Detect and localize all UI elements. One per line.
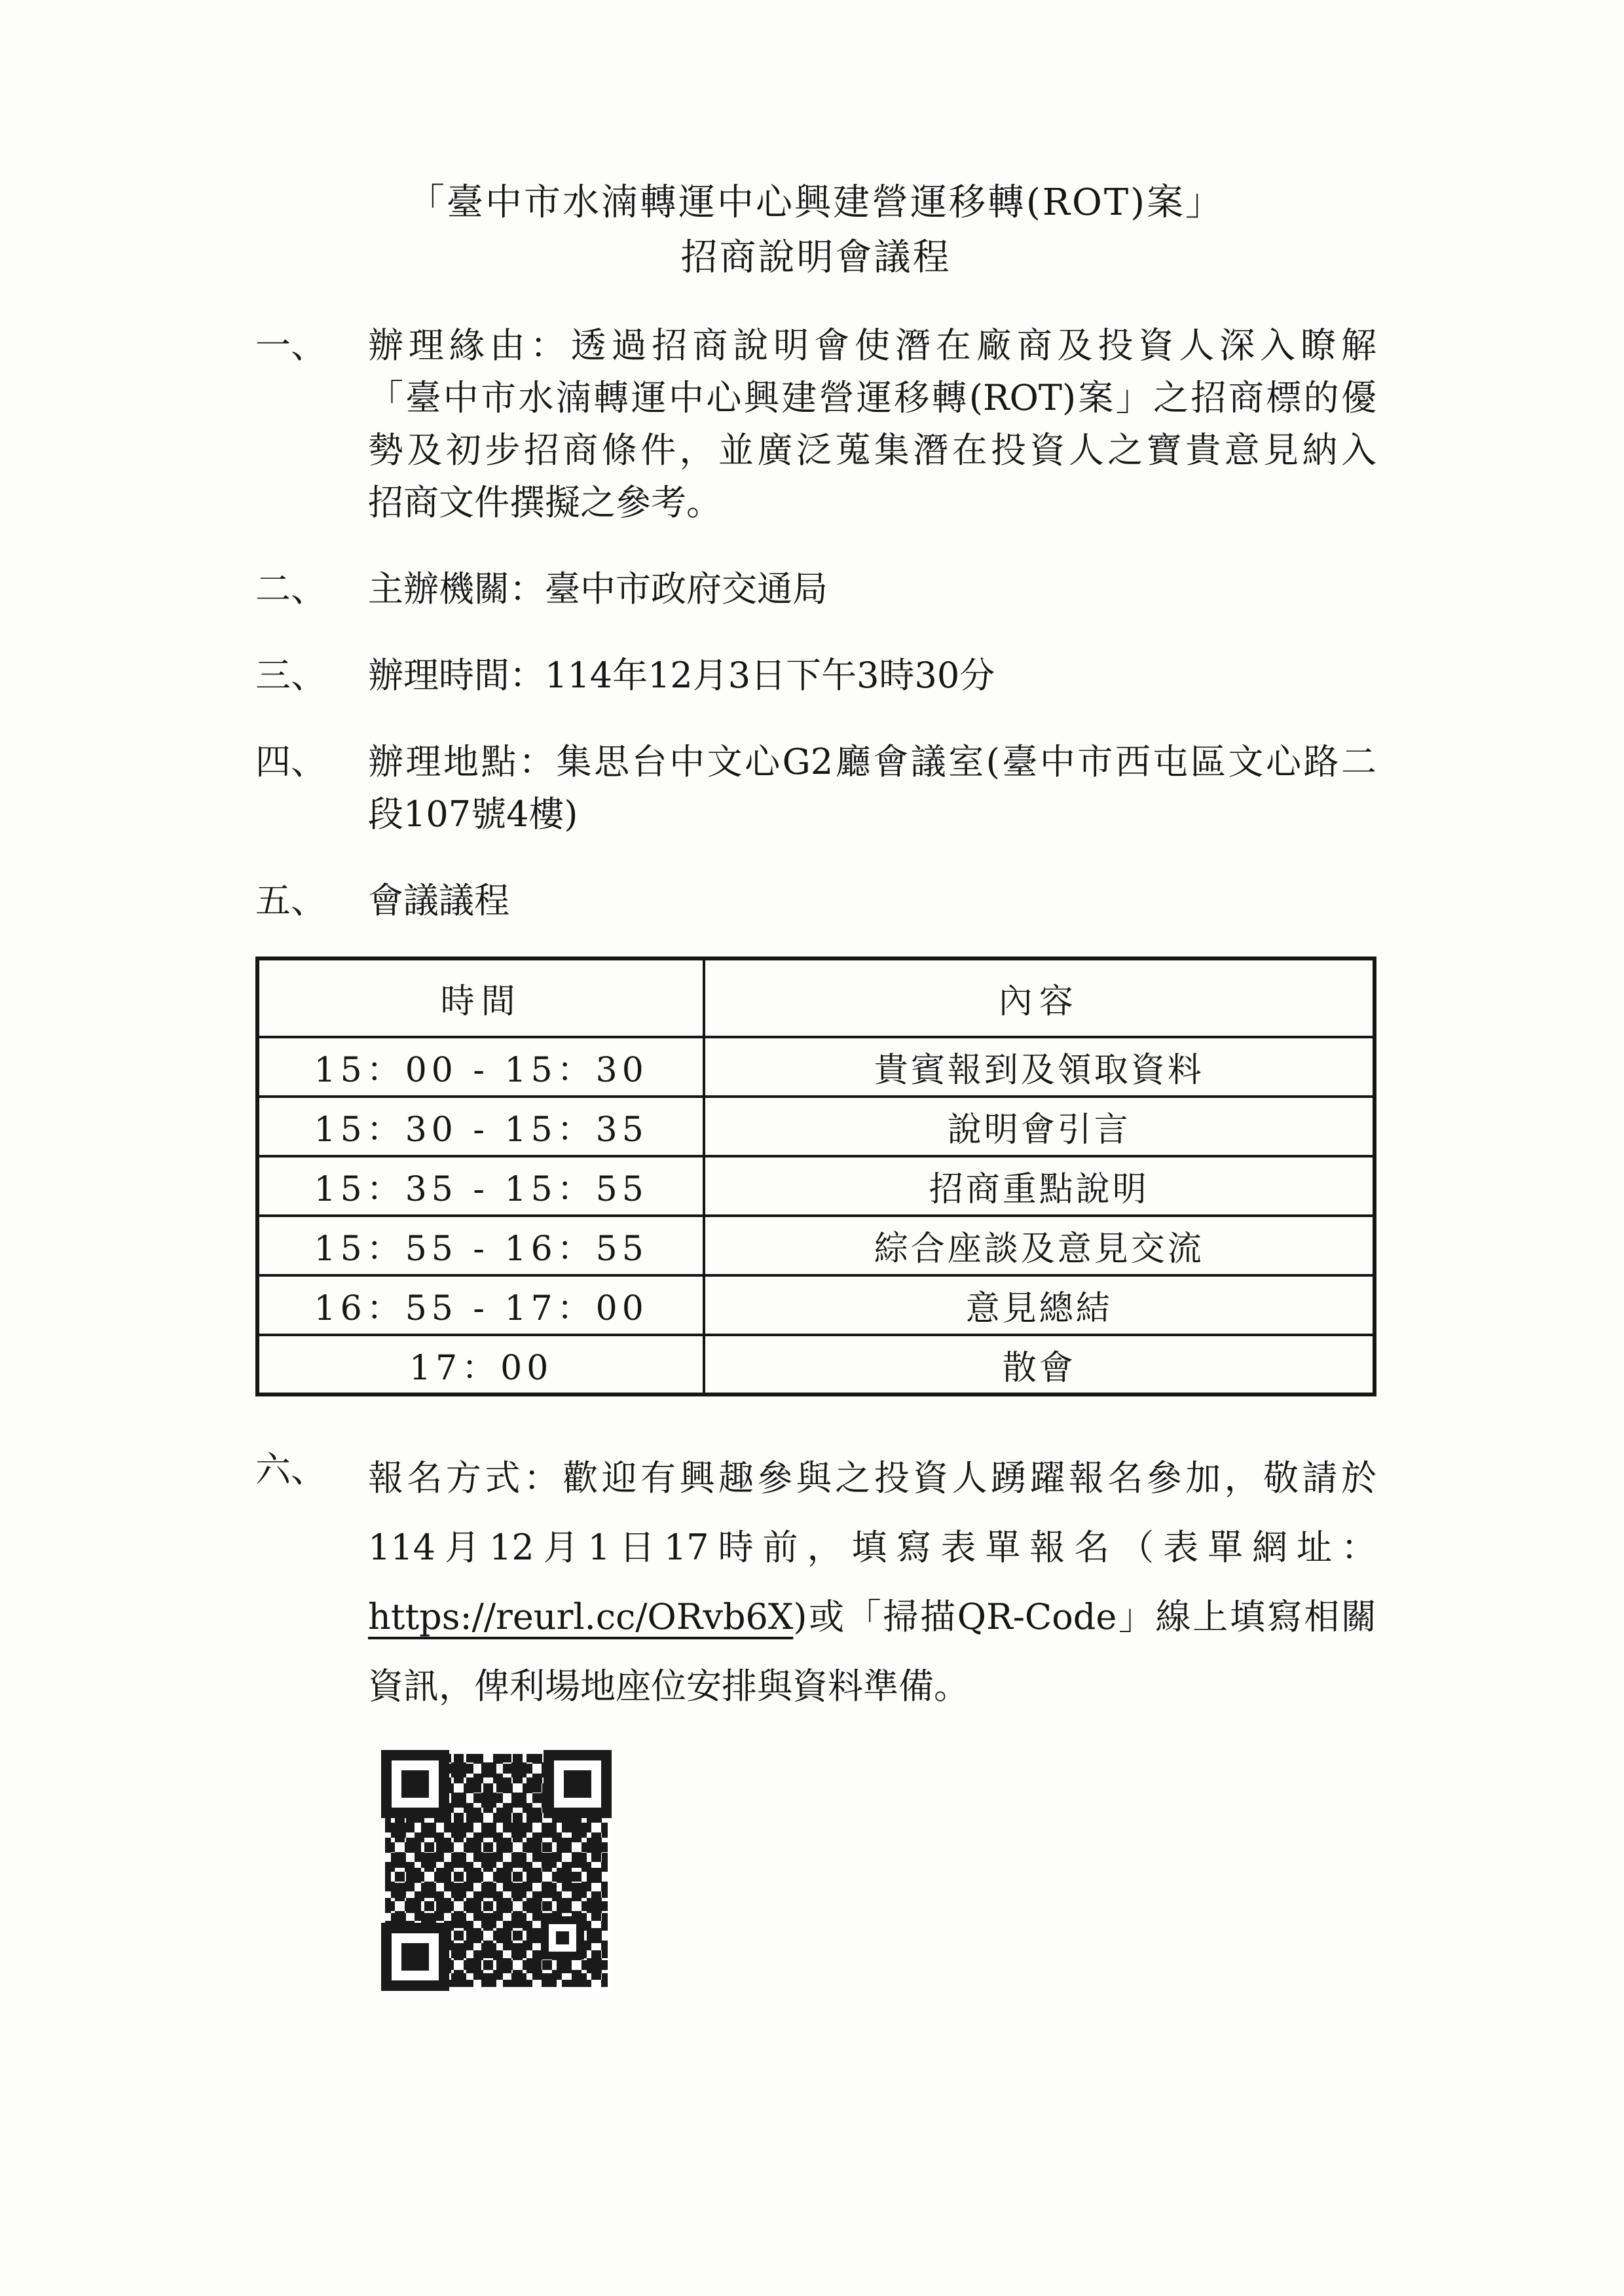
- agenda-row-5: [257, 1275, 1375, 1335]
- section-4-line-2: 段107號4樓): [368, 793, 578, 835]
- section-5-body: [368, 875, 1376, 927]
- section-2-body: [368, 563, 1376, 615]
- registration-url-link[interactable]: https://reurl.cc/ORvb6X: [368, 1596, 794, 1637]
- agenda-row-3-content: 招商重點說明: [704, 1156, 1375, 1216]
- agenda-row-2-time: 15：30 - 15：35: [257, 1097, 704, 1156]
- document-content: [255, 175, 1376, 1991]
- agenda-row-3-time: 15：35 - 15：55: [257, 1156, 704, 1216]
- qr-finder-top-left-icon: [381, 1750, 449, 1818]
- section-1-body: [368, 319, 1376, 529]
- agenda-row-6: [257, 1335, 1375, 1394]
- agenda-row-6-content: 散會: [704, 1335, 1375, 1394]
- section-4-line-1: 辦理地點：集思台中文心G2廳會議室(臺中市西屯區文心路二: [368, 741, 1376, 782]
- section-5-agenda-heading: [255, 875, 1376, 927]
- agenda-row-1-content: 貴賓報到及領取資料: [704, 1037, 1375, 1097]
- section-3-number: 三、: [255, 655, 326, 696]
- qr-code-image: [381, 1750, 612, 1991]
- section-4-location: [255, 736, 1376, 841]
- section-6-line-3-rest: )或「掃描QR-Code」線上填寫相關: [793, 1596, 1376, 1637]
- section-6-number: 六、: [255, 1449, 326, 1490]
- agenda-row-1: [257, 1037, 1375, 1097]
- section-4-number: 四、: [255, 741, 326, 782]
- document-title-line2: 招商說明會議程: [680, 236, 951, 279]
- agenda-row-5-content: 意見總結: [704, 1275, 1375, 1335]
- section-3-line-1: 辦理時間：114年12月3日下午3時30分: [368, 655, 995, 696]
- section-6-line-4: 資訊，俾利場地座位安排與資料準備。: [368, 1666, 969, 1707]
- section-2-line-1: 主辦機關：臺中市政府交通局: [368, 568, 828, 610]
- section-2-organizer: [255, 563, 1376, 615]
- section-5-line-1: 會議議程: [368, 880, 509, 921]
- section-3-datetime: [255, 649, 1376, 702]
- section-5-number: 五、: [255, 880, 326, 921]
- section-6-registration: [255, 1444, 1376, 1991]
- qr-finder-top-right-icon: [544, 1750, 612, 1818]
- agenda-row-2: [257, 1097, 1375, 1156]
- section-1-line-2: 「臺中市水湳轉運中心興建營運移轉(ROT)案」之招商標的優: [368, 377, 1376, 418]
- agenda-header-content: 內容: [704, 958, 1375, 1037]
- section-1-purpose: [255, 319, 1376, 529]
- section-6-line-1: 報名方式：歡迎有興趣參與之投資人踴躍報名參加，敬請於: [368, 1457, 1376, 1499]
- agenda-row-6-time: 17：00: [257, 1335, 704, 1394]
- section-6-body: [368, 1444, 1376, 1991]
- section-1-number: 一、: [255, 325, 326, 366]
- section-3-body: [368, 649, 1376, 702]
- section-6-line-2: 114月12月1日17時前，填寫表單報名（表單網址：: [368, 1527, 1376, 1568]
- agenda-row-4-time: 15：55 - 16：55: [257, 1216, 704, 1275]
- section-2-number: 二、: [255, 568, 326, 610]
- agenda-header-time: 時間: [257, 958, 704, 1037]
- agenda-row-4: [257, 1216, 1375, 1275]
- agenda-table: [255, 957, 1376, 1396]
- agenda-row-4-content: 綜合座談及意見交流: [704, 1216, 1375, 1275]
- document-title-line1: 「臺中市水湳轉運中心興建營運移轉(ROT)案」: [407, 181, 1225, 224]
- section-1-line-1: 辦理緣由：透過招商說明會使潛在廠商及投資人深入瞭解: [368, 325, 1376, 366]
- agenda-row-3: [257, 1156, 1375, 1216]
- agenda-row-2-content: 說明會引言: [704, 1097, 1375, 1156]
- agenda-row-5-time: 16：55 - 17：00: [257, 1275, 704, 1335]
- section-1-line-4: 招商文件撰擬之參考。: [368, 482, 722, 523]
- section-6-line-3: [368, 1582, 1376, 1652]
- section-1-line-3: 勢及初步招商條件，並廣泛蒐集潛在投資人之寶貴意見納入: [368, 429, 1376, 471]
- section-4-body: [368, 736, 1376, 841]
- qr-alignment-square-icon: [541, 1916, 584, 1959]
- agenda-row-1-time: 15：00 - 15：30: [257, 1037, 704, 1097]
- qr-finder-bottom-left-icon: [381, 1923, 449, 1991]
- agenda-header-row: [257, 958, 1375, 1037]
